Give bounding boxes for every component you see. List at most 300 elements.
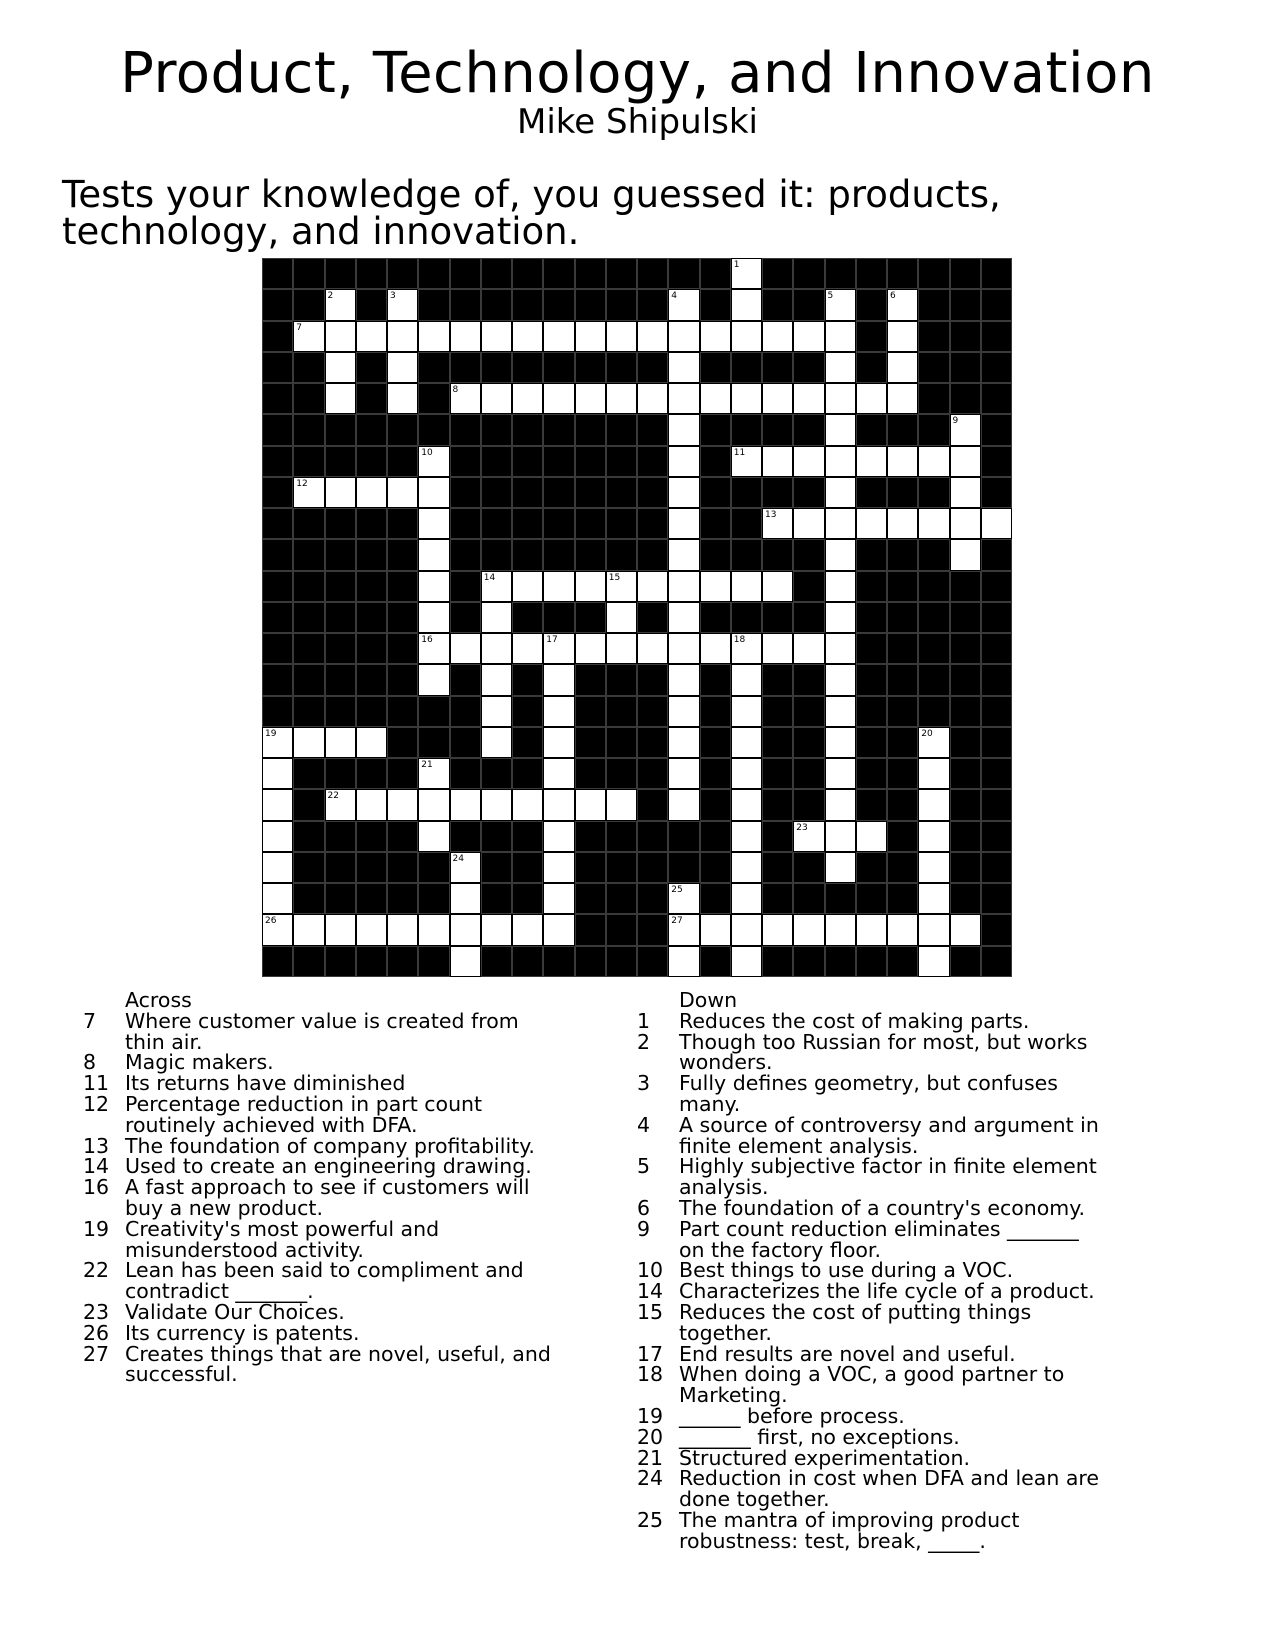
grid-cell-open[interactable]	[825, 602, 856, 633]
grid-cell-open[interactable]	[575, 789, 606, 820]
grid-cell-open[interactable]	[700, 383, 731, 414]
clue-text: The mantra of improving product robustness: test, break, _____.	[679, 1507, 1020, 1553]
grid-cell-open[interactable]	[950, 414, 981, 445]
grid-cell-open[interactable]	[668, 664, 699, 695]
grid-cell-open[interactable]	[918, 758, 949, 789]
grid-cell-block	[793, 352, 824, 383]
grid-cell-open[interactable]	[543, 914, 574, 945]
grid-cell-open[interactable]	[418, 914, 449, 945]
grid-cell-block	[637, 477, 668, 508]
grid-cell-block	[762, 883, 793, 914]
grid-cell-open[interactable]	[450, 852, 481, 883]
grid-cell-open[interactable]	[325, 789, 356, 820]
grid-cell-open[interactable]	[262, 914, 293, 945]
grid-cell-open[interactable]	[668, 446, 699, 477]
grid-cell-open[interactable]	[543, 789, 574, 820]
grid-cell-open[interactable]	[793, 383, 824, 414]
grid-cell-open[interactable]	[825, 821, 856, 852]
grid-cell-block	[293, 602, 324, 633]
grid-cell-block	[387, 821, 418, 852]
grid-cell-open[interactable]	[450, 914, 481, 945]
grid-cell-open[interactable]	[418, 477, 449, 508]
down-clue	[637, 1403, 1107, 1428]
grid-cell-block	[950, 821, 981, 852]
grid-cell-open[interactable]	[418, 602, 449, 633]
grid-cell-block	[450, 664, 481, 695]
clue-text: Creativity's most powerful and misunderstood activity.	[125, 1216, 440, 1262]
grid-cell-open[interactable]	[825, 633, 856, 664]
down-heading: Down	[679, 988, 738, 1012]
grid-cell-open[interactable]	[418, 571, 449, 602]
grid-cell-open[interactable]	[512, 914, 543, 945]
grid-cell-open[interactable]	[731, 321, 762, 352]
grid-cell-open[interactable]	[918, 789, 949, 820]
grid-cell-block	[950, 727, 981, 758]
grid-cell-open[interactable]	[762, 446, 793, 477]
grid-cell-block	[262, 946, 293, 977]
grid-cell-open[interactable]	[700, 321, 731, 352]
grid-cell-block	[606, 664, 637, 695]
grid-cell-open[interactable]	[606, 571, 637, 602]
grid-cell-block	[606, 446, 637, 477]
grid-cell-block	[543, 539, 574, 570]
grid-cell-block	[918, 571, 949, 602]
grid-cell-open[interactable]	[668, 914, 699, 945]
clue-text: Validate Our Choices.	[125, 1299, 345, 1324]
down-clue	[637, 1364, 1107, 1406]
grid-cell-open[interactable]	[543, 852, 574, 883]
grid-cell-open[interactable]	[637, 633, 668, 664]
grid-cell-open[interactable]	[793, 446, 824, 477]
grid-cell-open[interactable]	[825, 852, 856, 883]
grid-cell-block	[700, 539, 731, 570]
grid-cell-open[interactable]	[793, 914, 824, 945]
grid-cell-open[interactable]	[887, 446, 918, 477]
grid-cell-open[interactable]	[418, 758, 449, 789]
grid-cell-open[interactable]	[387, 789, 418, 820]
grid-cell-open[interactable]	[418, 664, 449, 695]
grid-cell-open[interactable]	[793, 633, 824, 664]
grid-cell-open[interactable]	[887, 321, 918, 352]
grid-cell-open[interactable]	[418, 321, 449, 352]
puzzle-description: Tests your knowledge of, you guessed it: products, technology, and innovation.	[62, 173, 1001, 253]
grid-cell-open[interactable]	[575, 321, 606, 352]
grid-cell-open[interactable]	[825, 352, 856, 383]
grid-cell-open[interactable]	[325, 914, 356, 945]
grid-cell-open[interactable]	[450, 383, 481, 414]
grid-cell-open[interactable]	[825, 539, 856, 570]
clue-number: 27	[83, 1341, 110, 1366]
grid-cell-open[interactable]	[481, 633, 512, 664]
grid-cell-open[interactable]	[825, 321, 856, 352]
grid-cell-open[interactable]	[512, 383, 543, 414]
grid-cell-block	[700, 727, 731, 758]
grid-cell-open[interactable]	[575, 571, 606, 602]
grid-cell-block	[418, 946, 449, 977]
grid-cell-open[interactable]	[262, 821, 293, 852]
grid-cell-open[interactable]	[481, 789, 512, 820]
grid-cell-open[interactable]	[512, 789, 543, 820]
grid-cell-open[interactable]	[481, 383, 512, 414]
grid-cell-open[interactable]	[825, 446, 856, 477]
across-clue	[83, 1341, 553, 1387]
grid-cell-block	[668, 821, 699, 852]
grid-cell-open[interactable]	[450, 883, 481, 914]
grid-cell-open[interactable]	[950, 477, 981, 508]
grid-cell-block	[262, 477, 293, 508]
grid-cell-open[interactable]	[668, 633, 699, 664]
grid-cell-block	[512, 696, 543, 727]
grid-cell-open[interactable]	[918, 852, 949, 883]
grid-cell-open[interactable]	[481, 321, 512, 352]
grid-cell-open[interactable]	[731, 852, 762, 883]
grid-cell-open[interactable]	[356, 321, 387, 352]
clue-text: A fast approach to see if customers will buy a new product.	[125, 1175, 530, 1220]
grid-cell-open[interactable]	[918, 508, 949, 539]
grid-cell-block	[512, 946, 543, 977]
grid-cell-block	[606, 821, 637, 852]
grid-cell-open[interactable]	[481, 914, 512, 945]
grid-cell-open[interactable]	[825, 664, 856, 695]
grid-cell-open[interactable]	[981, 508, 1012, 539]
grid-cell-open[interactable]	[418, 508, 449, 539]
grid-cell-open[interactable]	[700, 914, 731, 945]
clue-number: 13	[83, 1133, 110, 1158]
grid-cell-open[interactable]	[825, 289, 856, 320]
grid-cell-block	[325, 852, 356, 883]
grid-cell-open[interactable]	[606, 321, 637, 352]
grid-cell-open[interactable]	[856, 914, 887, 945]
grid-cell-block	[262, 539, 293, 570]
grid-cell-open[interactable]	[887, 383, 918, 414]
grid-cell-open[interactable]	[700, 571, 731, 602]
grid-cell-open[interactable]	[450, 946, 481, 977]
grid-cell-open[interactable]	[762, 321, 793, 352]
grid-cell-open[interactable]	[731, 883, 762, 914]
clue-number: 14	[637, 1279, 664, 1304]
grid-cell-open[interactable]	[481, 727, 512, 758]
grid-cell-open[interactable]	[668, 602, 699, 633]
grid-cell-open[interactable]	[387, 914, 418, 945]
grid-cell-open[interactable]	[825, 477, 856, 508]
grid-cell-open[interactable]	[731, 258, 762, 289]
grid-cell-block	[637, 664, 668, 695]
grid-cell-open[interactable]	[668, 758, 699, 789]
grid-cell-open[interactable]	[918, 883, 949, 914]
grid-cell-block	[481, 758, 512, 789]
clue-text: When doing a VOC, a good partner to Marketing.	[679, 1362, 1065, 1408]
grid-cell-open[interactable]	[731, 789, 762, 820]
grid-cell-block	[731, 602, 762, 633]
clue-text: Best things to use during a VOC.	[679, 1258, 1014, 1283]
grid-cell-open[interactable]	[731, 758, 762, 789]
grid-cell-open[interactable]	[606, 383, 637, 414]
grid-cell-open[interactable]	[356, 789, 387, 820]
grid-cell-block	[793, 571, 824, 602]
grid-cell-open[interactable]	[825, 914, 856, 945]
grid-cell-open[interactable]	[637, 321, 668, 352]
grid-cell-open[interactable]	[887, 352, 918, 383]
grid-cell-block	[762, 821, 793, 852]
grid-cell-open[interactable]	[825, 383, 856, 414]
grid-cell-open[interactable]	[543, 883, 574, 914]
grid-cell-open[interactable]	[731, 821, 762, 852]
grid-cell-open[interactable]	[762, 383, 793, 414]
grid-cell-open[interactable]	[356, 727, 387, 758]
grid-cell-block	[856, 414, 887, 445]
cell-number: 3	[390, 291, 396, 302]
grid-cell-open[interactable]	[762, 508, 793, 539]
grid-cell-block	[387, 571, 418, 602]
grid-cell-open[interactable]	[450, 633, 481, 664]
grid-cell-open[interactable]	[825, 758, 856, 789]
grid-cell-open[interactable]	[418, 821, 449, 852]
grid-cell-open[interactable]	[543, 664, 574, 695]
grid-cell-open[interactable]	[918, 821, 949, 852]
grid-cell-open[interactable]	[325, 289, 356, 320]
clue-number: 16	[83, 1175, 110, 1200]
grid-cell-open[interactable]	[262, 727, 293, 758]
grid-cell-block	[606, 883, 637, 914]
cell-number: 2	[327, 291, 334, 302]
grid-cell-block	[856, 696, 887, 727]
clue-number: 9	[637, 1216, 651, 1241]
grid-cell-open[interactable]	[856, 446, 887, 477]
grid-cell-open[interactable]	[512, 571, 543, 602]
grid-cell-open[interactable]	[543, 727, 574, 758]
grid-cell-open[interactable]	[825, 789, 856, 820]
grid-cell-open[interactable]	[637, 571, 668, 602]
grid-cell-block	[762, 352, 793, 383]
grid-cell-block	[512, 477, 543, 508]
clue-number: 22	[83, 1258, 110, 1283]
grid-cell-open[interactable]	[668, 477, 699, 508]
grid-cell-block	[450, 477, 481, 508]
down-clue	[637, 1424, 1107, 1449]
grid-cell-open[interactable]	[606, 602, 637, 633]
grid-cell-block	[293, 289, 324, 320]
grid-cell-open[interactable]	[387, 321, 418, 352]
clue-number: 10	[637, 1258, 664, 1283]
grid-cell-open[interactable]	[668, 414, 699, 445]
clue-text: Where customer value is created from thin air.	[125, 1008, 519, 1054]
grid-cell-block	[887, 883, 918, 914]
grid-cell-open[interactable]	[418, 789, 449, 820]
grid-cell-open[interactable]	[950, 446, 981, 477]
grid-cell-open[interactable]	[450, 789, 481, 820]
grid-cell-block	[543, 289, 574, 320]
grid-cell-open[interactable]	[450, 321, 481, 352]
grid-cell-open[interactable]	[856, 821, 887, 852]
grid-cell-open[interactable]	[543, 633, 574, 664]
grid-cell-block	[356, 539, 387, 570]
grid-cell-open[interactable]	[731, 914, 762, 945]
grid-cell-open[interactable]	[700, 633, 731, 664]
grid-cell-open[interactable]	[731, 383, 762, 414]
grid-cell-open[interactable]	[825, 414, 856, 445]
grid-cell-open[interactable]	[918, 446, 949, 477]
grid-cell-block	[450, 539, 481, 570]
grid-cell-open[interactable]	[575, 383, 606, 414]
grid-cell-block	[387, 664, 418, 695]
grid-cell-block	[668, 258, 699, 289]
grid-cell-open[interactable]	[543, 821, 574, 852]
grid-cell-open[interactable]	[543, 321, 574, 352]
grid-cell-open[interactable]	[731, 633, 762, 664]
grid-cell-open[interactable]	[856, 508, 887, 539]
grid-cell-open[interactable]	[325, 727, 356, 758]
grid-cell-open[interactable]	[512, 321, 543, 352]
grid-cell-open[interactable]	[825, 571, 856, 602]
grid-cell-open[interactable]	[387, 477, 418, 508]
grid-cell-open[interactable]	[293, 914, 324, 945]
grid-cell-open[interactable]	[325, 383, 356, 414]
grid-cell-block	[793, 414, 824, 445]
grid-cell-open[interactable]	[481, 571, 512, 602]
grid-cell-open[interactable]	[731, 727, 762, 758]
grid-cell-open[interactable]	[887, 914, 918, 945]
grid-cell-open[interactable]	[918, 727, 949, 758]
grid-cell-open[interactable]	[606, 789, 637, 820]
grid-cell-open[interactable]	[481, 664, 512, 695]
grid-cell-block	[293, 508, 324, 539]
grid-cell-block	[606, 852, 637, 883]
grid-cell-open[interactable]	[762, 914, 793, 945]
grid-cell-open[interactable]	[418, 539, 449, 570]
grid-cell-open[interactable]	[262, 883, 293, 914]
grid-cell-open[interactable]	[293, 321, 324, 352]
grid-cell-open[interactable]	[543, 571, 574, 602]
grid-cell-block	[450, 289, 481, 320]
cell-number: 16	[421, 635, 433, 645]
grid-cell-open[interactable]	[731, 946, 762, 977]
grid-cell-open[interactable]	[325, 477, 356, 508]
grid-cell-block	[325, 946, 356, 977]
grid-cell-open[interactable]	[481, 696, 512, 727]
clue-number: 3	[637, 1071, 651, 1096]
grid-cell-block	[575, 477, 606, 508]
grid-cell-open[interactable]	[762, 633, 793, 664]
grid-cell-open[interactable]	[856, 383, 887, 414]
grid-cell-block	[637, 289, 668, 320]
grid-cell-open[interactable]	[262, 852, 293, 883]
grid-cell-open[interactable]	[950, 508, 981, 539]
grid-cell-open[interactable]	[668, 571, 699, 602]
grid-cell-block	[325, 258, 356, 289]
grid-cell-open[interactable]	[793, 508, 824, 539]
grid-cell-open[interactable]	[512, 633, 543, 664]
grid-cell-open[interactable]	[543, 383, 574, 414]
grid-cell-block	[793, 758, 824, 789]
grid-cell-open[interactable]	[325, 352, 356, 383]
grid-cell-open[interactable]	[918, 946, 949, 977]
grid-cell-open[interactable]	[731, 446, 762, 477]
grid-cell-open[interactable]	[887, 289, 918, 320]
grid-cell-open[interactable]	[950, 539, 981, 570]
clue-number: 17	[637, 1341, 664, 1366]
grid-cell-block	[575, 414, 606, 445]
clue-text: A source of controversy and argument in finite element analysis.	[679, 1112, 1099, 1158]
grid-cell-open[interactable]	[262, 758, 293, 789]
grid-cell-open[interactable]	[825, 508, 856, 539]
grid-cell-open[interactable]	[731, 696, 762, 727]
grid-cell-open[interactable]	[825, 727, 856, 758]
grid-cell-open[interactable]	[481, 602, 512, 633]
grid-cell-open[interactable]	[731, 571, 762, 602]
grid-cell-open[interactable]	[668, 789, 699, 820]
grid-cell-open[interactable]	[668, 727, 699, 758]
grid-cell-open[interactable]	[731, 664, 762, 695]
grid-cell-open[interactable]	[543, 696, 574, 727]
grid-cell-open[interactable]	[606, 633, 637, 664]
grid-cell-open[interactable]	[387, 352, 418, 383]
grid-cell-block	[887, 946, 918, 977]
grid-cell-open[interactable]	[262, 789, 293, 820]
grid-cell-block	[981, 539, 1012, 570]
cell-number: 22	[327, 791, 339, 802]
grid-cell-block	[918, 696, 949, 727]
clue-text: Used to create an engineering drawing.	[125, 1154, 532, 1179]
grid-cell-open[interactable]	[887, 508, 918, 539]
grid-cell-open[interactable]	[918, 914, 949, 945]
grid-cell-open[interactable]	[668, 539, 699, 570]
grid-cell-open[interactable]	[668, 696, 699, 727]
grid-cell-open[interactable]	[668, 508, 699, 539]
grid-cell-open[interactable]	[418, 446, 449, 477]
grid-cell-open[interactable]	[543, 758, 574, 789]
grid-cell-block	[950, 946, 981, 977]
clue-number: 12	[83, 1091, 110, 1116]
grid-cell-open[interactable]	[793, 321, 824, 352]
grid-cell-open[interactable]	[731, 289, 762, 320]
grid-cell-open[interactable]	[293, 477, 324, 508]
grid-cell-block	[700, 883, 731, 914]
grid-cell-open[interactable]	[575, 633, 606, 664]
cell-number: 14	[483, 572, 496, 583]
grid-cell-block	[856, 664, 887, 695]
cell-number: 23	[796, 822, 808, 833]
grid-cell-open[interactable]	[950, 914, 981, 945]
grid-cell-block	[793, 664, 824, 695]
grid-cell-open[interactable]	[668, 352, 699, 383]
cell-number: 8	[452, 385, 459, 395]
grid-cell-block	[356, 758, 387, 789]
grid-cell-open[interactable]	[668, 289, 699, 320]
grid-cell-open[interactable]	[668, 883, 699, 914]
grid-cell-open[interactable]	[668, 383, 699, 414]
grid-cell-open[interactable]	[637, 383, 668, 414]
grid-cell-open[interactable]	[387, 383, 418, 414]
grid-cell-open[interactable]	[793, 821, 824, 852]
grid-cell-open[interactable]	[668, 946, 699, 977]
grid-cell-open[interactable]	[356, 914, 387, 945]
clue-text: Reduces the cost of putting things together.	[679, 1299, 1032, 1345]
grid-cell-block	[575, 539, 606, 570]
grid-cell-block	[981, 602, 1012, 633]
grid-cell-open[interactable]	[325, 321, 356, 352]
grid-cell-block	[262, 633, 293, 664]
grid-cell-open[interactable]	[387, 289, 418, 320]
grid-cell-block	[325, 571, 356, 602]
grid-cell-open[interactable]	[668, 321, 699, 352]
grid-cell-block	[856, 758, 887, 789]
grid-cell-open[interactable]	[762, 571, 793, 602]
grid-cell-block	[512, 664, 543, 695]
grid-cell-open[interactable]	[293, 727, 324, 758]
grid-cell-open[interactable]	[356, 477, 387, 508]
grid-cell-open[interactable]	[418, 633, 449, 664]
grid-cell-open[interactable]	[825, 696, 856, 727]
